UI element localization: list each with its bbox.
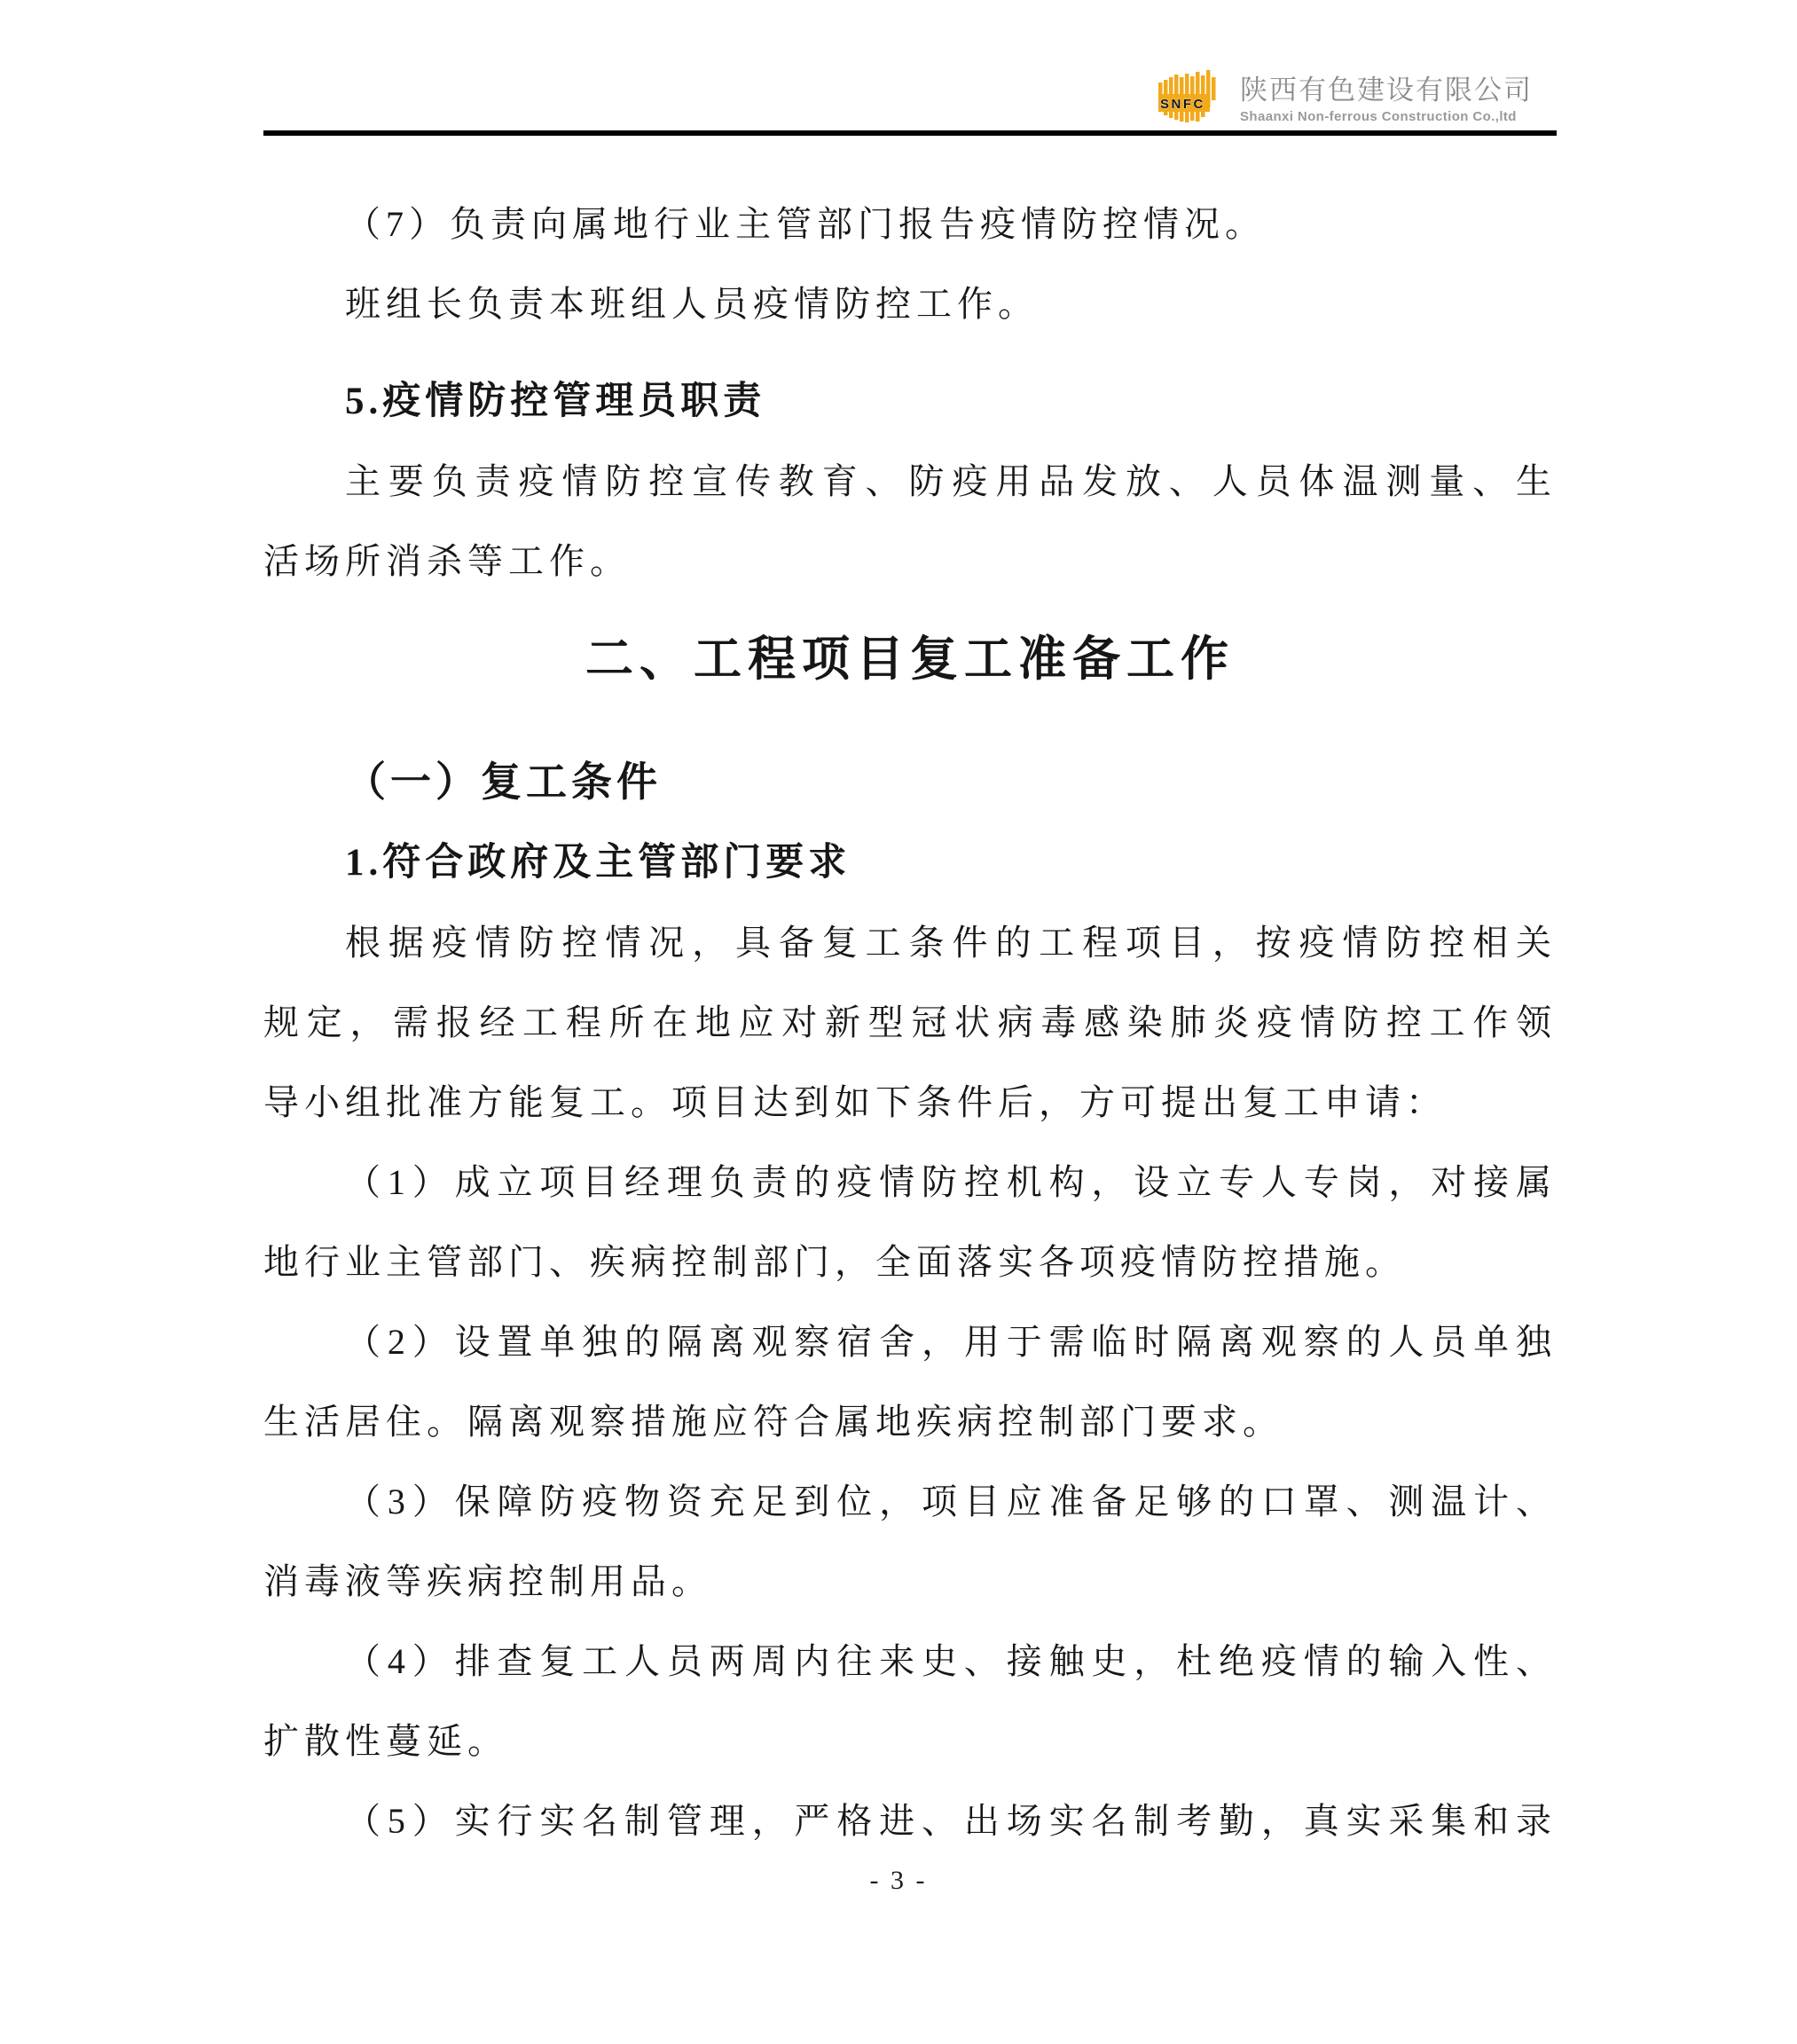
paragraph-line: 生活居住。隔离观察措施应符合属地疾病控制部门要求。 [263,1402,1283,1442]
paragraph-line: 班组长负责本班组人员疫情防控工作。 [345,284,1039,324]
subsection-heading: 5.疫情防控管理员职责 [345,381,766,422]
paragraph-line: 消毒液等疾病控制用品。 [263,1561,712,1601]
company-name-en: Shaanxi Non-ferrous Construction Co.,ltd [1240,109,1517,124]
paragraph-line: （3）保障防疫物资充足到位，项目应准备足够的口罩、测温计、 [345,1482,1557,1521]
paragraph-line: 规定，需报经工程所在地应对新型冠状病毒感染肺炎疫情防控工作领 [263,1002,1557,1042]
paragraph-line: （4）排查复工人员两周内往来史、接触史，杜绝疫情的输入性、 [345,1641,1557,1681]
snfc-logo-icon [1158,67,1222,131]
company-name-cn: 陕西有色建设有限公司 [1240,75,1533,106]
paragraph-line: （7）负责向属地行业主管部门报告疫情防控情况。 [345,204,1266,244]
paragraph-line: （2）设置单独的隔离观察宿舍，用于需临时隔离观察的人员单独 [345,1322,1557,1362]
subsection-heading: 1.符合政府及主管部门要求 [345,842,851,884]
paragraph-line: （5）实行实名制管理，严格进、出场实名制考勤，真实采集和录 [345,1801,1557,1841]
paragraph-line: 导小组批准方能复工。项目达到如下条件后，方可提出复工申请： [263,1082,1447,1122]
paragraph-line: 地行业主管部门、疾病控制部门，全面落实各项疫情防控措施。 [263,1242,1406,1282]
paragraph-line: （1）成立项目经理负责的疫情防控机构，设立专人专岗，对接属 [345,1162,1557,1202]
document-body [263,135,1557,1861]
paragraph-line: 主要负责疫情防控宣传教育、防疫用品发放、人员体温测量、生 [345,461,1557,501]
section-heading: 二、工程项目复工准备工作 [585,633,1235,686]
subsection-heading: （一）复工条件 [345,759,662,805]
snfc-logo-text: SNFC [1160,97,1205,112]
paragraph-line: 根据疫情防控情况，具备复工条件的工程项目，按疫情防控相关 [345,923,1557,963]
page-number: - 3 - [869,1866,928,1895]
paragraph-line: 活场所消杀等工作。 [263,541,631,581]
paragraph-line: 扩散性蔓延。 [263,1721,508,1761]
company-name-block [1240,75,1533,124]
